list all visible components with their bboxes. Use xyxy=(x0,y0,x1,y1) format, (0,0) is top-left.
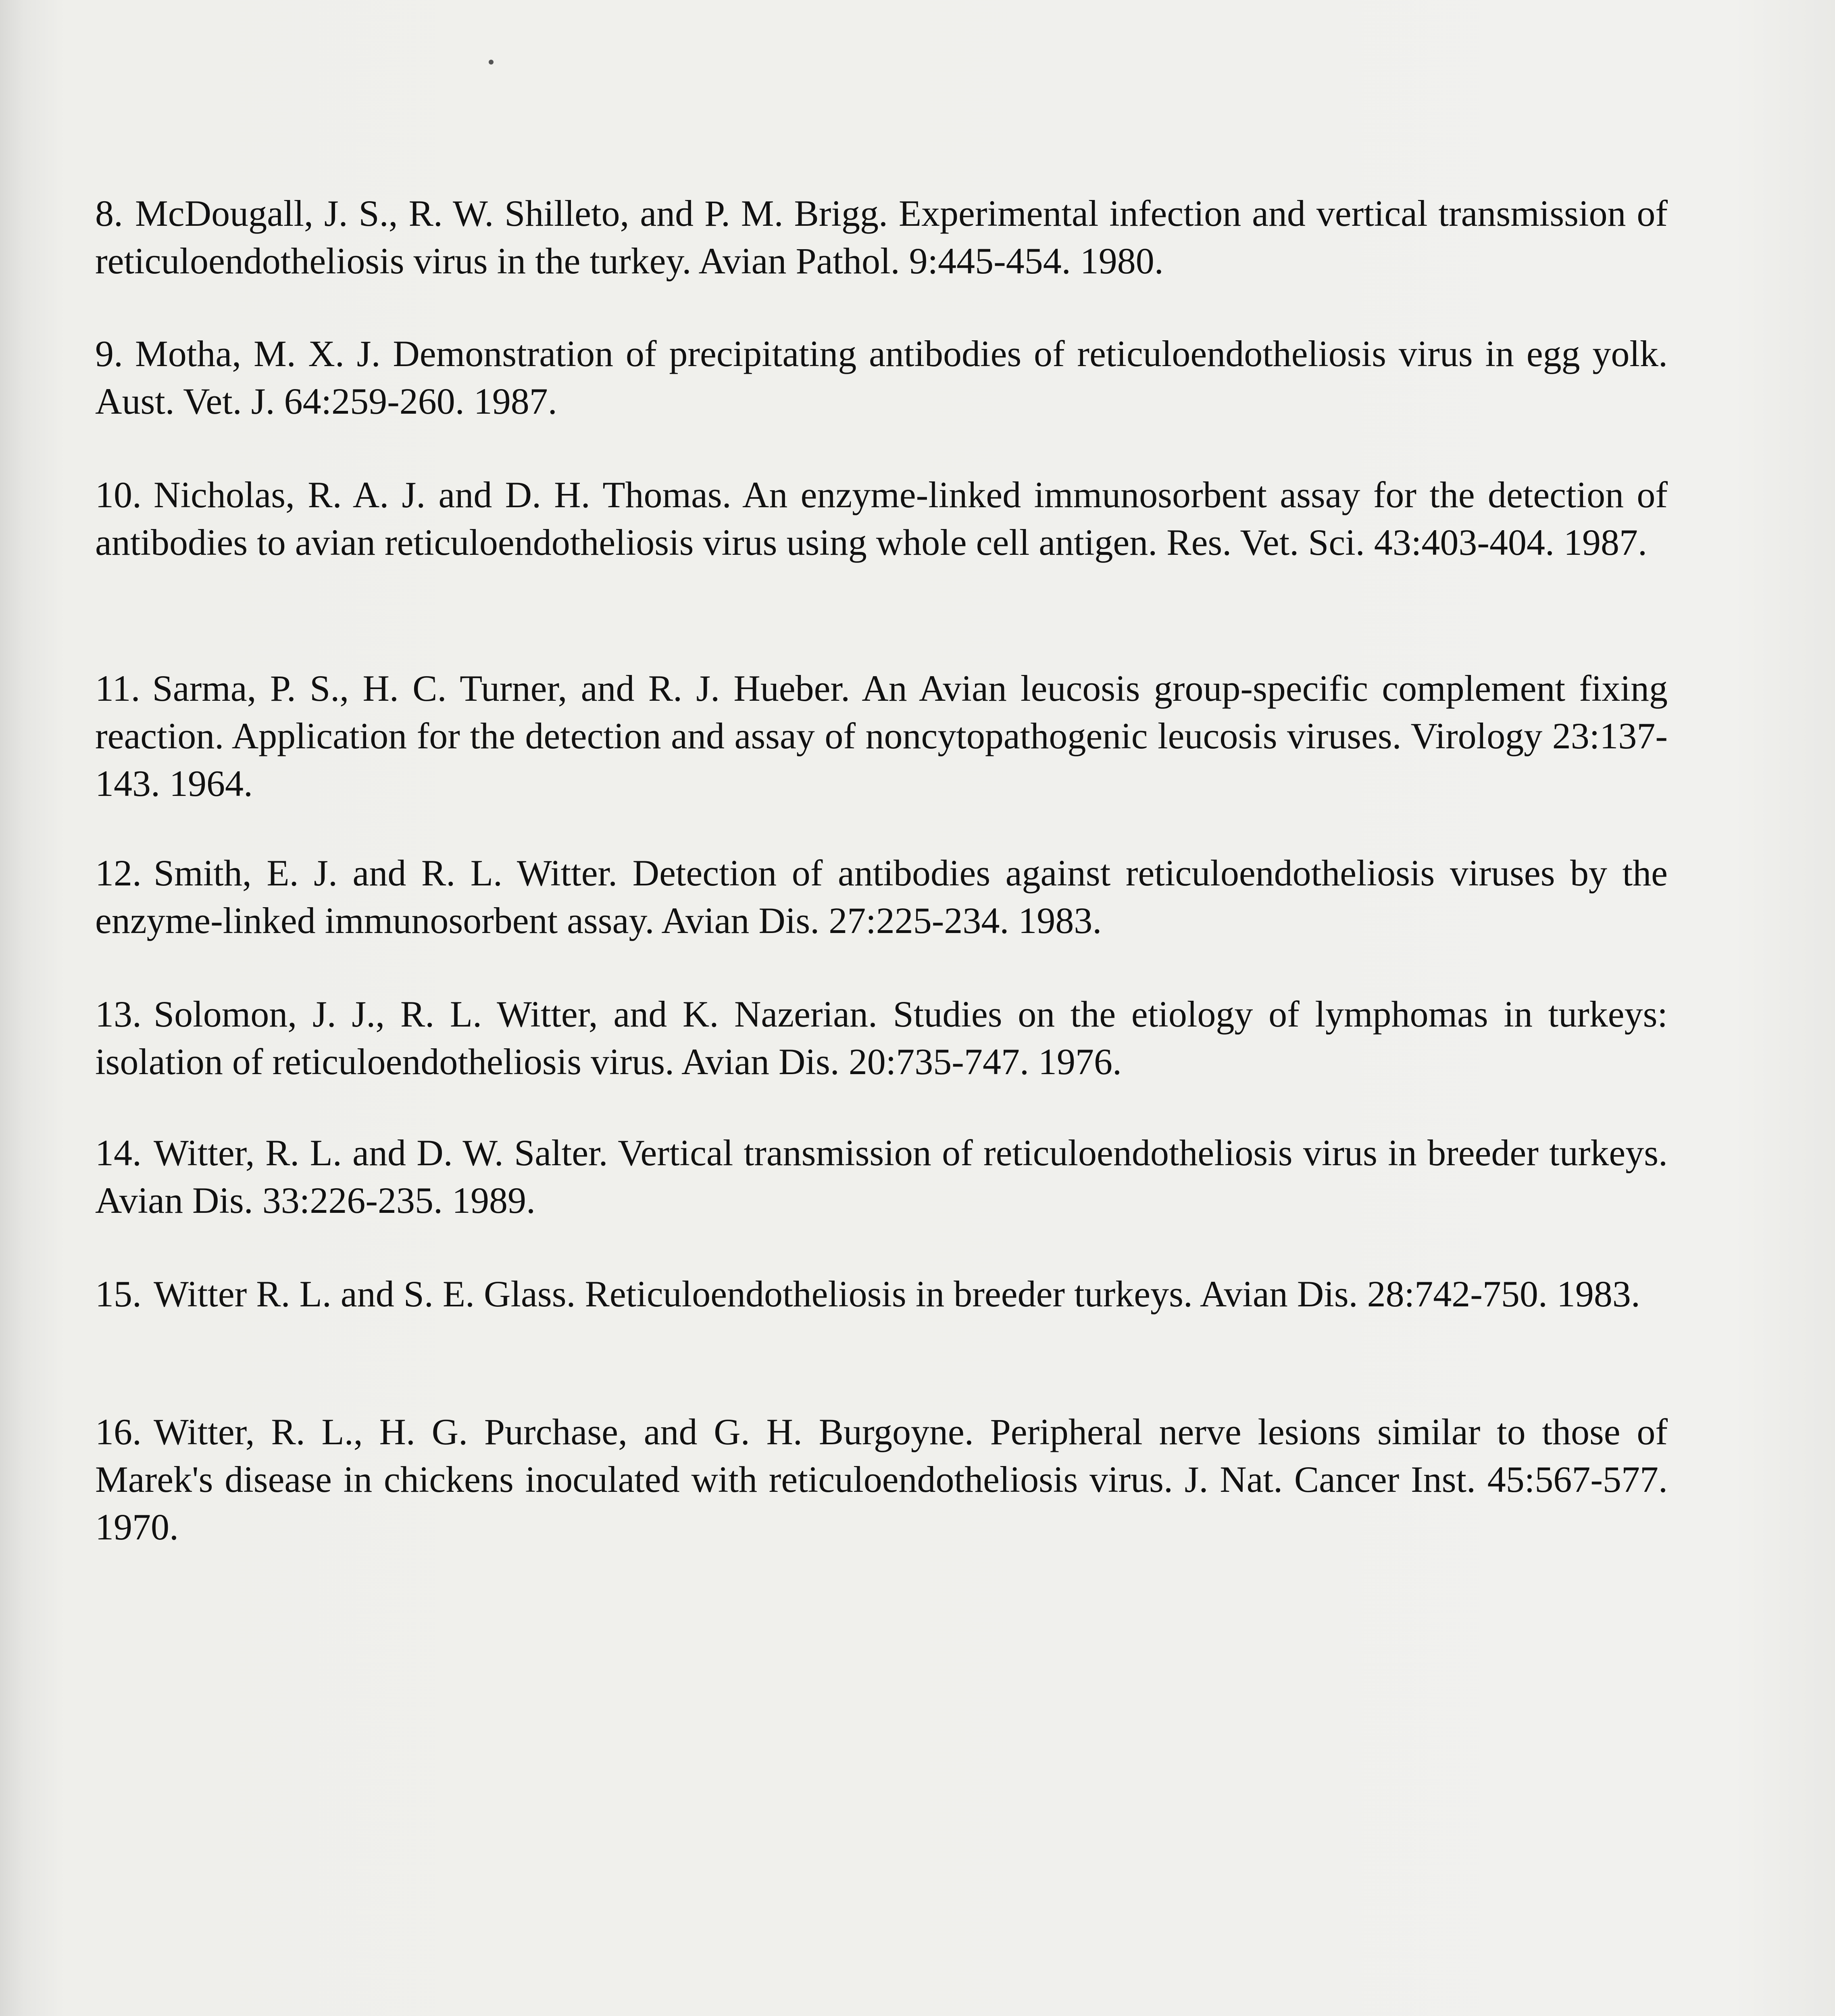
dust-speck xyxy=(489,60,494,65)
reference-number: 12. xyxy=(95,852,142,893)
reference-number: 9. xyxy=(95,333,123,374)
reference-number: 11. xyxy=(95,668,140,709)
reference-item xyxy=(95,1270,1668,1318)
reference-number: 8. xyxy=(95,193,123,234)
reference-number: 13. xyxy=(95,993,142,1035)
reference-text: Witter R. L. and S. E. Glass. Reticuloendotheliosis in breeder turkeys. Avian Dis. 28:742-750. 1983. xyxy=(154,1273,1640,1314)
reference-text: Smith, E. J. and R. L. Witter. Detection of antibodies against reticuloendotheliosis viruses by the enzyme-linked immunosorbent assay. Avian Dis. 27:225-234. 1983. xyxy=(95,852,1668,941)
reference-text: Solomon, J. J., R. L. Witter, and K. Nazerian. Studies on the etiology of lymphomas in turkeys: isolation of reticuloendotheliosis virus. Avian Dis. 20:735-747. 1976. xyxy=(95,993,1668,1082)
reference-number: 15. xyxy=(95,1273,142,1314)
reference-number: 14. xyxy=(95,1132,142,1173)
reference-text: Witter, R. L. and D. W. Salter. Vertical transmission of reticuloendotheliosis virus in breeder turkeys. Avian Dis. 33:226-235. 1989. xyxy=(95,1132,1668,1221)
reference-text: Motha, M. X. J. Demonstration of precipitating antibodies of reticuloendotheliosis virus in egg yolk. Aust. Vet. J. 64:259-260. 1987. xyxy=(95,333,1668,422)
reference-text: Sarma, P. S., H. C. Turner, and R. J. Hueber. An Avian leucosis group-specific complement fixing reaction. Application for the detection and assay of noncytopathogenic leucosis viruses. Virology 23:137-143. 1964. xyxy=(95,668,1668,804)
reference-item xyxy=(95,990,1668,1085)
reference-item xyxy=(95,330,1668,425)
reference-item xyxy=(95,190,1668,285)
reference-item xyxy=(95,1129,1668,1224)
reference-item xyxy=(95,664,1668,807)
reference-item xyxy=(95,849,1668,944)
reference-text: Nicholas, R. A. J. and D. H. Thomas. An enzyme-linked immunosorbent assay for the detection of antibodies to avian reticuloendotheliosis virus using whole cell antigen. Res. Vet. Sci. 43:403-404. 1987. xyxy=(95,474,1668,563)
reference-item xyxy=(95,1408,1668,1551)
reference-text: McDougall, J. S., R. W. Shilleto, and P. M. Brigg. Experimental infection and vertical transmission of reticuloendotheliosis virus in the turkey. Avian Pathol. 9:445-454. 1980. xyxy=(95,193,1668,281)
reference-number: 16. xyxy=(95,1411,142,1452)
reference-item xyxy=(95,471,1668,566)
reference-number: 10. xyxy=(95,474,142,515)
reference-text: Witter, R. L., H. G. Purchase, and G. H. Burgoyne. Peripheral nerve lesions similar to those of Marek's disease in chickens inoculated with reticuloendotheliosis virus. J. Nat. Cancer Inst. 45:567-577. 1970. xyxy=(95,1411,1668,1547)
